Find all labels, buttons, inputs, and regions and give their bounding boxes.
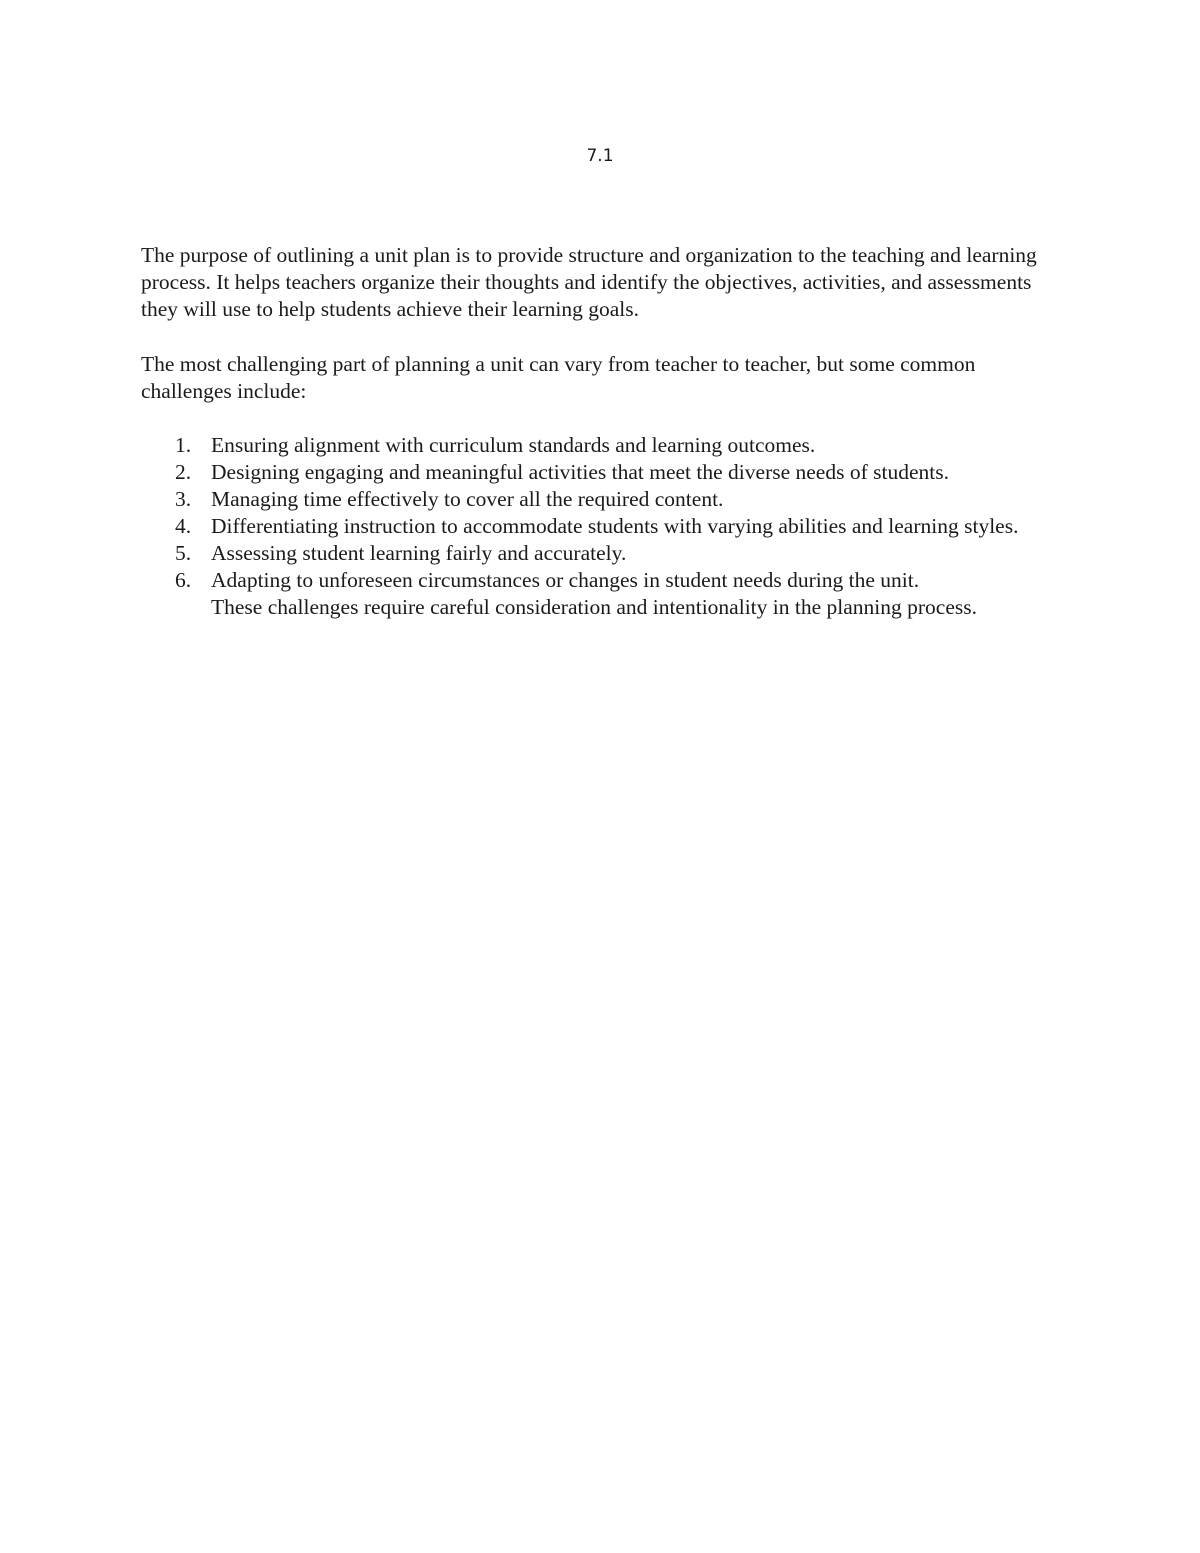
list-item-text: Differentiating instruction to accommodate students with varying abilities and learning styles.	[211, 514, 1019, 538]
list-item-number: 1.	[175, 433, 192, 457]
challenges-list	[141, 432, 1071, 621]
closing-line: These challenges require careful consideration and intentionality in the planning process.	[211, 595, 977, 619]
intro-paragraph-container	[141, 242, 1071, 323]
list-item	[141, 459, 1071, 486]
list-item-text: Assessing student learning fairly and accurately.	[211, 541, 627, 565]
list-item-number: 4.	[175, 514, 192, 538]
list-item	[141, 486, 1071, 513]
list-item-number: 3.	[175, 487, 192, 511]
intro-paragraph: The purpose of outlining a unit plan is to provide structure and organization to the teaching and learning process. It helps teachers organize their thoughts and identify the objectives, activities, and assessments they will use to help students achieve their learning goals.	[141, 243, 1037, 321]
page-heading: 7.1	[586, 146, 614, 166]
list-item-text: Managing time effectively to cover all the required content.	[211, 487, 724, 511]
list-item	[141, 540, 1071, 567]
list-item-number: 2.	[175, 460, 192, 484]
challenges-intro-container	[141, 351, 1071, 405]
list-item-number: 6.	[175, 568, 192, 592]
list-item	[141, 567, 1071, 621]
list-item	[141, 513, 1071, 540]
list-item-number: 5.	[175, 541, 192, 565]
challenges-intro-paragraph: The most challenging part of planning a unit can vary from teacher to teacher, but some common challenges include:	[141, 352, 976, 403]
list-item-text: Ensuring alignment with curriculum standards and learning outcomes.	[211, 433, 816, 457]
list-item-text: Designing engaging and meaningful activities that meet the diverse needs of students.	[211, 460, 949, 484]
list-item	[141, 432, 1071, 459]
list-item-text: Adapting to unforeseen circumstances or changes in student needs during the unit.	[211, 568, 920, 592]
